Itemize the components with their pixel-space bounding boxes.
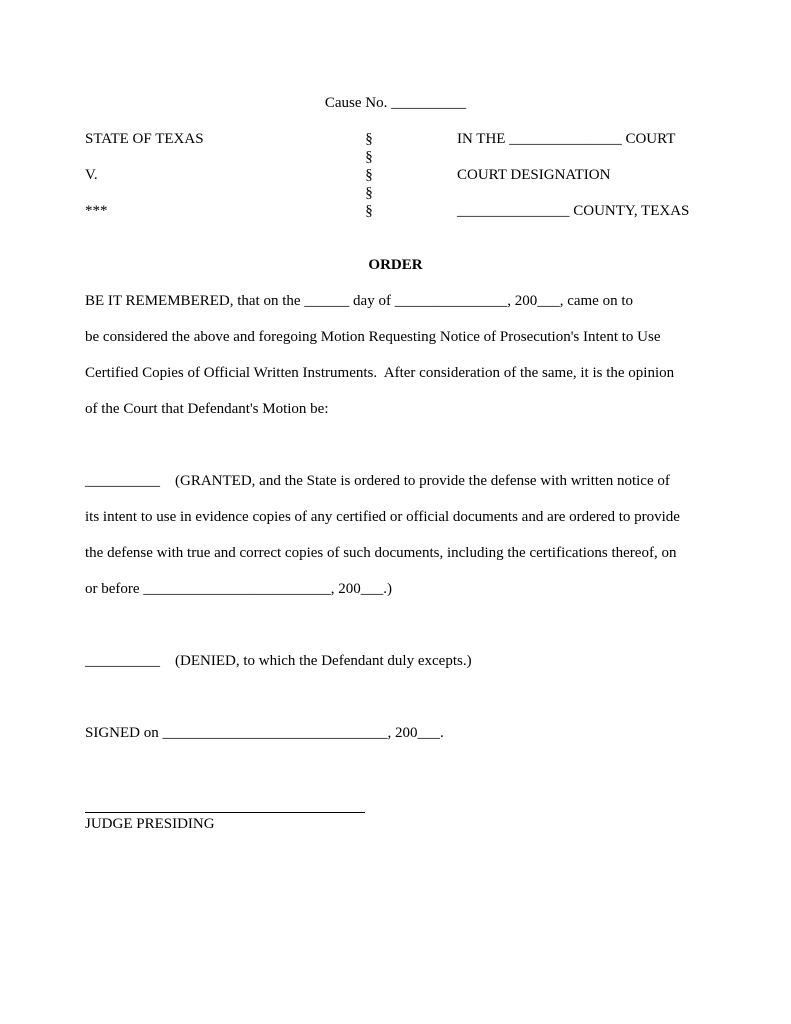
intro-line: BE IT REMEMBERED, that on the ______ day of _______________, 200___, came on to [85, 293, 634, 309]
section-symbol: § [365, 185, 373, 201]
signed-line: SIGNED on ______________________________, 200___. [85, 725, 444, 741]
judge-presiding-label: JUDGE PRESIDING [85, 816, 215, 832]
order-title: ORDER [368, 257, 423, 273]
caption-versus: V. [85, 167, 98, 183]
caption-court: IN THE _______________ COURT [457, 131, 676, 147]
caption-party-state: STATE OF TEXAS [85, 131, 204, 147]
caption-county: _______________ COUNTY, TEXAS [457, 203, 690, 219]
intro-line: be considered the above and foregoing Motion Requesting Notice of Prosecution's Intent to Use [85, 329, 661, 345]
caption-court-designation: COURT DESIGNATION [457, 167, 611, 183]
intro-line: Certified Copies of Official Written Instruments. After consideration of the same, it is the opinion [85, 365, 675, 381]
cause-number: Cause No. __________ [324, 95, 467, 111]
granted-line: __________ (GRANTED, and the State is ordered to provide the defense with written notice of [85, 473, 670, 489]
granted-line: its intent to use in evidence copies of any certified or official documents and are ordered to provide [85, 509, 680, 525]
section-symbol: § [365, 203, 373, 219]
caption-defendant: *** [85, 203, 108, 219]
section-symbol: § [365, 149, 373, 165]
intro-line: of the Court that Defendant's Motion be: [85, 401, 329, 417]
section-symbol: § [365, 131, 373, 147]
denied-line: __________ (DENIED, to which the Defendant duly excepts.) [85, 653, 472, 669]
section-symbol: § [365, 167, 373, 183]
signature-line [85, 812, 365, 813]
granted-line: or before _________________________, 200___.) [85, 581, 393, 597]
granted-line: the defense with true and correct copies of such documents, including the certifications thereof, on [85, 545, 677, 561]
